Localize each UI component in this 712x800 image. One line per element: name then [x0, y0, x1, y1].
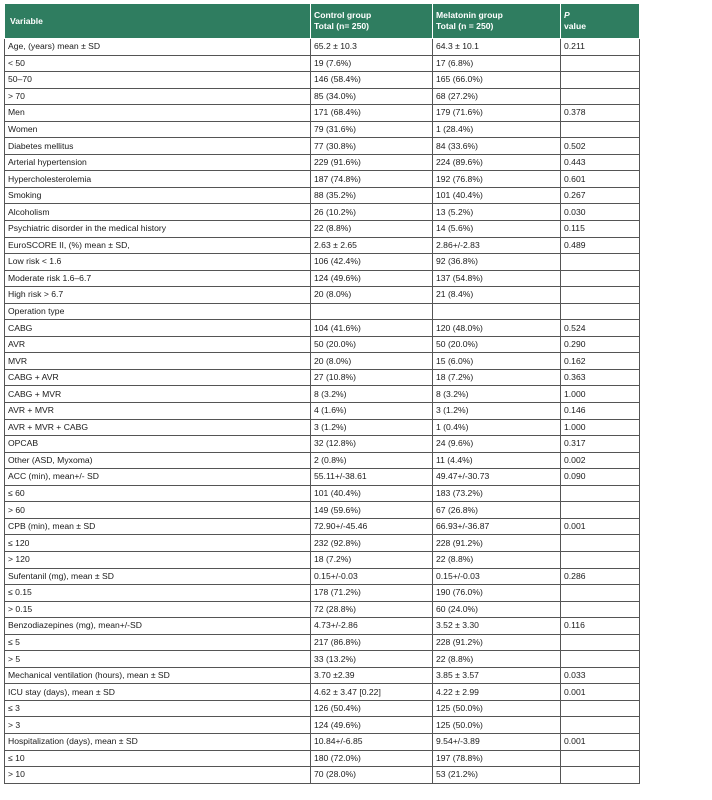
cell-variable: Psychiatric disorder in the medical history	[5, 221, 311, 238]
cell-control: 27 (10.8%)	[311, 369, 433, 386]
cell-melatonin: 50 (20.0%)	[433, 336, 561, 353]
cell-p-value	[561, 601, 640, 618]
cell-control: 171 (68.4%)	[311, 105, 433, 122]
cell-melatonin: 11 (4.4%)	[433, 452, 561, 469]
table-row	[5, 502, 640, 519]
cell-control: 55.11+/-38.61	[311, 469, 433, 486]
cell-p-value: 0.524	[561, 320, 640, 337]
cell-p-value: 0.290	[561, 336, 640, 353]
cell-variable: OPCAB	[5, 436, 311, 453]
cell-p-value: 0.030	[561, 204, 640, 221]
cell-control: 32 (12.8%)	[311, 436, 433, 453]
cell-variable: Men	[5, 105, 311, 122]
table-row	[5, 303, 640, 320]
cell-variable: AVR + MVR	[5, 403, 311, 420]
table-row	[5, 154, 640, 171]
cell-p-value	[561, 270, 640, 287]
cell-p-value	[561, 700, 640, 717]
table-row	[5, 403, 640, 420]
cell-melatonin: 66.93+/-36.87	[433, 518, 561, 535]
cell-control: 65.2 ± 10.3	[311, 39, 433, 56]
cell-control	[311, 303, 433, 320]
cell-variable: EuroSCORE II, (%) mean ± SD,	[5, 237, 311, 254]
table-row	[5, 750, 640, 767]
cell-p-value	[561, 55, 640, 72]
table-row	[5, 651, 640, 668]
cell-melatonin: 15 (6.0%)	[433, 353, 561, 370]
cell-p-value: 0.317	[561, 436, 640, 453]
cell-control: 88 (35.2%)	[311, 187, 433, 204]
cell-variable: Diabetes mellitus	[5, 138, 311, 155]
table-row	[5, 535, 640, 552]
cell-control: 79 (31.6%)	[311, 121, 433, 138]
cell-variable: Hospitalization (days), mean ± SD	[5, 733, 311, 750]
table-row	[5, 601, 640, 618]
cell-control: 146 (58.4%)	[311, 72, 433, 89]
header-melatonin-title: Melatonin group	[436, 10, 503, 20]
cell-control: 180 (72.0%)	[311, 750, 433, 767]
cell-p-value: 0.115	[561, 221, 640, 238]
header-row	[5, 4, 640, 39]
cell-p-value	[561, 88, 640, 105]
cell-variable: Sufentanil (mg), mean ± SD	[5, 568, 311, 585]
header-variable: Variable	[5, 4, 311, 39]
cell-control: 124 (49.6%)	[311, 270, 433, 287]
cell-p-value	[561, 485, 640, 502]
cell-variable: < 50	[5, 55, 311, 72]
cell-melatonin: 68 (27.2%)	[433, 88, 561, 105]
table-row	[5, 733, 640, 750]
cell-p-value	[561, 767, 640, 784]
cell-control: 2 (0.8%)	[311, 452, 433, 469]
cell-p-value: 0.090	[561, 469, 640, 486]
cell-p-value: 0.378	[561, 105, 640, 122]
header-control-title: Control group	[314, 10, 372, 20]
cell-variable: Moderate risk 1.6–6.7	[5, 270, 311, 287]
table-row	[5, 270, 640, 287]
table-row	[5, 287, 640, 304]
table-row	[5, 55, 640, 72]
cell-control: 8 (3.2%)	[311, 386, 433, 403]
cell-variable: ≤ 120	[5, 535, 311, 552]
cell-control: 72.90+/-45.46	[311, 518, 433, 535]
cell-control: 18 (7.2%)	[311, 551, 433, 568]
cell-control: 22 (8.8%)	[311, 221, 433, 238]
cell-melatonin: 101 (40.4%)	[433, 187, 561, 204]
cell-variable: AVR	[5, 336, 311, 353]
table-row	[5, 39, 640, 56]
cell-control: 20 (8.0%)	[311, 287, 433, 304]
cell-variable: Other (ASD, Myxoma)	[5, 452, 311, 469]
cell-p-value: 0.443	[561, 154, 640, 171]
cell-variable: AVR + MVR + CABG	[5, 419, 311, 436]
cell-variable: > 120	[5, 551, 311, 568]
cell-melatonin: 228 (91.2%)	[433, 535, 561, 552]
cell-p-value: 0.489	[561, 237, 640, 254]
cell-melatonin: 3.85 ± 3.57	[433, 667, 561, 684]
cell-control: 50 (20.0%)	[311, 336, 433, 353]
cell-control: 0.15+/-0.03	[311, 568, 433, 585]
cell-melatonin: 125 (50.0%)	[433, 717, 561, 734]
cell-p-value: 0.601	[561, 171, 640, 188]
table-row	[5, 237, 640, 254]
table-row	[5, 485, 640, 502]
table-row	[5, 585, 640, 602]
table-row	[5, 187, 640, 204]
table-row	[5, 551, 640, 568]
table-row	[5, 336, 640, 353]
cell-melatonin: 125 (50.0%)	[433, 700, 561, 717]
cell-variable: CABG + AVR	[5, 369, 311, 386]
table-row	[5, 419, 640, 436]
cell-p-value	[561, 585, 640, 602]
cell-melatonin: 1 (0.4%)	[433, 419, 561, 436]
cell-variable: ≤ 0.15	[5, 585, 311, 602]
header-melatonin-group	[433, 4, 561, 39]
cell-melatonin: 228 (91.2%)	[433, 634, 561, 651]
table-row	[5, 254, 640, 271]
cell-melatonin: 67 (26.8%)	[433, 502, 561, 519]
cell-melatonin: 64.3 ± 10.1	[433, 39, 561, 56]
cell-p-value	[561, 502, 640, 519]
cell-control: 2.63 ± 2.65	[311, 237, 433, 254]
cell-melatonin: 22 (8.8%)	[433, 551, 561, 568]
cell-control: 104 (41.6%)	[311, 320, 433, 337]
cell-melatonin: 0.15+/-0.03	[433, 568, 561, 585]
table-row	[5, 386, 640, 403]
cell-p-value	[561, 750, 640, 767]
cell-melatonin: 49.47+/-30.73	[433, 469, 561, 486]
baseline-characteristics-table	[4, 3, 640, 784]
cell-melatonin: 2.86+/-2.83	[433, 237, 561, 254]
table-row	[5, 767, 640, 784]
cell-control: 26 (10.2%)	[311, 204, 433, 221]
cell-melatonin: 183 (73.2%)	[433, 485, 561, 502]
cell-melatonin: 18 (7.2%)	[433, 369, 561, 386]
cell-p-value	[561, 717, 640, 734]
cell-melatonin: 1 (28.4%)	[433, 121, 561, 138]
cell-melatonin: 17 (6.8%)	[433, 55, 561, 72]
cell-melatonin	[433, 303, 561, 320]
cell-melatonin: 190 (76.0%)	[433, 585, 561, 602]
table-row	[5, 171, 640, 188]
cell-variable: Age, (years) mean ± SD	[5, 39, 311, 56]
table-row	[5, 667, 640, 684]
cell-p-value: 0.146	[561, 403, 640, 420]
cell-control: 149 (59.6%)	[311, 502, 433, 519]
table-row	[5, 700, 640, 717]
cell-variable: > 0.15	[5, 601, 311, 618]
cell-p-value: 0.267	[561, 187, 640, 204]
cell-variable: ≤ 5	[5, 634, 311, 651]
cell-control: 4.62 ± 3.47 [0.22]	[311, 684, 433, 701]
table-row	[5, 204, 640, 221]
cell-melatonin: 120 (48.0%)	[433, 320, 561, 337]
cell-control: 4 (1.6%)	[311, 403, 433, 420]
cell-variable: > 10	[5, 767, 311, 784]
cell-variable: > 70	[5, 88, 311, 105]
table-row	[5, 469, 640, 486]
table-body	[5, 39, 640, 784]
table-header	[5, 4, 640, 39]
table-row	[5, 72, 640, 89]
cell-control: 77 (30.8%)	[311, 138, 433, 155]
cell-melatonin: 137 (54.8%)	[433, 270, 561, 287]
table-row	[5, 684, 640, 701]
header-control-total: Total (n= 250)	[314, 21, 369, 31]
cell-variable: Women	[5, 121, 311, 138]
cell-p-value: 0.001	[561, 684, 640, 701]
cell-melatonin: 60 (24.0%)	[433, 601, 561, 618]
header-p-symbol: P	[564, 10, 570, 20]
cell-melatonin: 179 (71.6%)	[433, 105, 561, 122]
cell-control: 101 (40.4%)	[311, 485, 433, 502]
header-p-label: value	[564, 21, 586, 31]
cell-melatonin: 13 (5.2%)	[433, 204, 561, 221]
table-row	[5, 369, 640, 386]
cell-control: 19 (7.6%)	[311, 55, 433, 72]
cell-melatonin: 22 (8.8%)	[433, 651, 561, 668]
cell-variable: ICU stay (days), mean ± SD	[5, 684, 311, 701]
cell-control: 217 (86.8%)	[311, 634, 433, 651]
cell-variable: ≤ 60	[5, 485, 311, 502]
table-row	[5, 518, 640, 535]
cell-p-value	[561, 287, 640, 304]
cell-p-value: 0.211	[561, 39, 640, 56]
cell-melatonin: 84 (33.6%)	[433, 138, 561, 155]
cell-melatonin: 53 (21.2%)	[433, 767, 561, 784]
table-row	[5, 353, 640, 370]
cell-control: 124 (49.6%)	[311, 717, 433, 734]
cell-p-value	[561, 651, 640, 668]
cell-p-value: 0.286	[561, 568, 640, 585]
cell-p-value	[561, 254, 640, 271]
cell-variable: Hypercholesterolemia	[5, 171, 311, 188]
cell-melatonin: 3.52 ± 3.30	[433, 618, 561, 635]
cell-p-value	[561, 535, 640, 552]
cell-p-value: 0.363	[561, 369, 640, 386]
table-row	[5, 320, 640, 337]
header-p-value	[561, 4, 640, 39]
cell-control: 85 (34.0%)	[311, 88, 433, 105]
cell-variable: Low risk < 1.6	[5, 254, 311, 271]
cell-variable: CABG + MVR	[5, 386, 311, 403]
cell-variable: Arterial hypertension	[5, 154, 311, 171]
table-row	[5, 568, 640, 585]
cell-melatonin: 92 (36.8%)	[433, 254, 561, 271]
table-row	[5, 618, 640, 635]
table-row	[5, 105, 640, 122]
cell-variable: Mechanical ventilation (hours), mean ± SD	[5, 667, 311, 684]
cell-variable: ≤ 3	[5, 700, 311, 717]
cell-p-value	[561, 121, 640, 138]
cell-control: 3 (1.2%)	[311, 419, 433, 436]
cell-variable: High risk > 6.7	[5, 287, 311, 304]
cell-melatonin: 8 (3.2%)	[433, 386, 561, 403]
cell-p-value: 0.001	[561, 518, 640, 535]
cell-p-value: 1.000	[561, 386, 640, 403]
table-row	[5, 717, 640, 734]
cell-control: 229 (91.6%)	[311, 154, 433, 171]
cell-melatonin: 197 (78.8%)	[433, 750, 561, 767]
cell-p-value: 1.000	[561, 419, 640, 436]
cell-control: 187 (74.8%)	[311, 171, 433, 188]
cell-melatonin: 165 (66.0%)	[433, 72, 561, 89]
cell-variable: > 5	[5, 651, 311, 668]
cell-variable: ACC (min), mean+/- SD	[5, 469, 311, 486]
cell-variable: 50–70	[5, 72, 311, 89]
cell-melatonin: 24 (9.6%)	[433, 436, 561, 453]
table-row	[5, 121, 640, 138]
cell-control: 10.84+/-6.85	[311, 733, 433, 750]
table-row	[5, 436, 640, 453]
cell-control: 126 (50.4%)	[311, 700, 433, 717]
cell-variable: CPB (min), mean ± SD	[5, 518, 311, 535]
cell-p-value	[561, 303, 640, 320]
cell-variable: Smoking	[5, 187, 311, 204]
cell-variable: ≤ 10	[5, 750, 311, 767]
cell-variable: > 60	[5, 502, 311, 519]
cell-melatonin: 192 (76.8%)	[433, 171, 561, 188]
cell-p-value	[561, 72, 640, 89]
table-row	[5, 88, 640, 105]
cell-p-value	[561, 634, 640, 651]
cell-variable: Alcoholism	[5, 204, 311, 221]
table-row	[5, 138, 640, 155]
cell-p-value: 0.502	[561, 138, 640, 155]
cell-melatonin: 14 (5.6%)	[433, 221, 561, 238]
cell-melatonin: 9.54+/-3.89	[433, 733, 561, 750]
table-row	[5, 452, 640, 469]
cell-variable: MVR	[5, 353, 311, 370]
cell-p-value: 0.033	[561, 667, 640, 684]
cell-control: 20 (8.0%)	[311, 353, 433, 370]
cell-control: 4.73+/-2.86	[311, 618, 433, 635]
cell-control: 106 (42.4%)	[311, 254, 433, 271]
cell-variable: > 3	[5, 717, 311, 734]
cell-p-value: 0.002	[561, 452, 640, 469]
cell-variable: Benzodiazepines (mg), mean+/-SD	[5, 618, 311, 635]
cell-control: 232 (92.8%)	[311, 535, 433, 552]
cell-control: 33 (13.2%)	[311, 651, 433, 668]
table-row	[5, 634, 640, 651]
table-row	[5, 221, 640, 238]
cell-p-value: 0.001	[561, 733, 640, 750]
header-melatonin-total: Total (n = 250)	[436, 21, 494, 31]
cell-control: 178 (71.2%)	[311, 585, 433, 602]
cell-melatonin: 4.22 ± 2.99	[433, 684, 561, 701]
cell-variable: CABG	[5, 320, 311, 337]
cell-control: 3.70 ±2.39	[311, 667, 433, 684]
cell-p-value	[561, 551, 640, 568]
cell-melatonin: 3 (1.2%)	[433, 403, 561, 420]
cell-melatonin: 21 (8.4%)	[433, 287, 561, 304]
cell-control: 72 (28.8%)	[311, 601, 433, 618]
cell-control: 70 (28.0%)	[311, 767, 433, 784]
cell-melatonin: 224 (89.6%)	[433, 154, 561, 171]
cell-variable: Operation type	[5, 303, 311, 320]
cell-p-value: 0.162	[561, 353, 640, 370]
header-control-group	[311, 4, 433, 39]
cell-p-value: 0.116	[561, 618, 640, 635]
